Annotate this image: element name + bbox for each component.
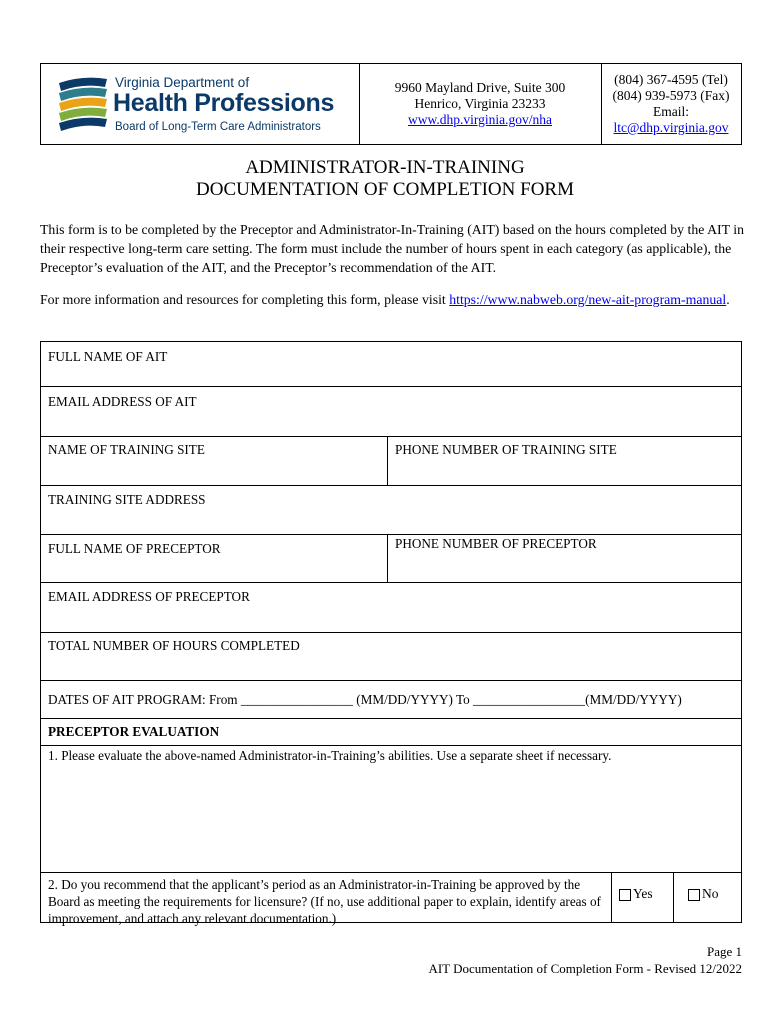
no-checkbox[interactable] [688, 889, 700, 901]
full-name-ait-field[interactable] [41, 342, 741, 387]
fax-number: (804) 939-5973 (Fax) [612, 88, 730, 103]
divider [387, 535, 388, 582]
preceptor-email-field[interactable] [41, 583, 741, 633]
revision-text: AIT Documentation of Completion Form - Revised 12/2022 [428, 961, 742, 976]
email-label: Email: [653, 104, 689, 119]
evaluation-q2: 2. Do you recommend that the applicant’s period as an Administrator-in-Training be approved by the Board as meeting the requirements for licensure? (If no, use additional paper to explain, identify areas of improvement, and attach any relevant documentation.) [48, 877, 601, 926]
tel-number: (804) 367-4595 (Tel) [614, 72, 728, 87]
evaluation-section[interactable] [41, 719, 741, 873]
training-site-phone-label: PHONE NUMBER OF TRAINING SITE [395, 442, 617, 457]
more-info-text: For more information and resources for completing this form, please visit [40, 292, 450, 307]
letterhead [40, 63, 742, 145]
preceptor-email-label: EMAIL ADDRESS OF PRECEPTOR [48, 589, 250, 604]
title-line2: DOCUMENTATION OF COMPLETION FORM [196, 179, 574, 200]
divider [387, 437, 388, 485]
email-link[interactable]: ltc@dhp.virginia.gov [613, 120, 729, 135]
divider [673, 873, 674, 922]
website-link[interactable]: www.dhp.virginia.gov/nha [408, 112, 552, 127]
dates-label: DATES OF AIT PROGRAM: From _________________ (MM/DD/YYYY) To _________________(MM/DD/YYYY) [48, 692, 682, 707]
dhp-logo-icon [55, 73, 111, 137]
logo-cell [41, 64, 360, 144]
total-hours-field[interactable] [41, 633, 741, 681]
intro-paragraph: This form is to be completed by the Preceptor and Administrator-In-Training (AIT) based on the hours completed by the AIT in their respective long-term care setting. The form must include the number of hours spent in each category (as applicable), the Preceptor’s evaluation of the AIT, and the Preceptor’s recommendation of the AIT. [40, 222, 744, 275]
address-cell [359, 64, 602, 144]
total-hours-label: TOTAL NUMBER OF HOURS COMPLETED [48, 638, 300, 653]
logo-line1: Virginia Department of [115, 75, 250, 90]
logo-line3: Board of Long-Term Care Administrators [115, 121, 321, 133]
full-name-ait-label: FULL NAME OF AIT [48, 349, 168, 364]
contact-cell [601, 64, 741, 144]
training-site-name-label: NAME OF TRAINING SITE [48, 442, 205, 457]
dates-field[interactable] [41, 681, 741, 719]
no-label: No [702, 886, 719, 901]
divider [40, 745, 742, 746]
training-site-row [41, 437, 741, 486]
logo-line2: Health Professions [113, 89, 335, 117]
more-info-paragraph [40, 290, 744, 309]
preceptor-row [41, 535, 741, 583]
more-info-trail: . [726, 292, 730, 307]
training-site-address-field[interactable] [41, 486, 741, 535]
address-line2: Henrico, Virginia 23233 [414, 96, 546, 111]
nab-manual-link[interactable]: https://www.nabweb.org/new-ait-program-manual [449, 292, 727, 307]
no-option[interactable] [688, 886, 719, 902]
email-ait-field[interactable] [41, 387, 741, 437]
email-ait-label: EMAIL ADDRESS OF AIT [48, 394, 197, 409]
evaluation-q1: 1. Please evaluate the above-named Administrator-in-Training’s abilities. Use a separate sheet if necessary. [48, 748, 612, 763]
page-footer [428, 943, 742, 977]
ait-form-table [40, 341, 742, 926]
title-line1: ADMINISTRATOR-IN-TRAINING [245, 157, 525, 178]
divider [611, 873, 612, 922]
yes-checkbox[interactable] [619, 889, 631, 901]
preceptor-name-label: FULL NAME OF PRECEPTOR [48, 541, 221, 556]
evaluation-heading: PRECEPTOR EVALUATION [48, 724, 220, 739]
yes-label: Yes [633, 886, 653, 901]
yes-option[interactable] [619, 886, 653, 902]
preceptor-phone-label: PHONE NUMBER OF PRECEPTOR [395, 536, 597, 551]
form-title [0, 157, 770, 201]
training-site-address-label: TRAINING SITE ADDRESS [48, 492, 206, 507]
page-number: Page 1 [706, 944, 742, 959]
address-line1: 9960 Mayland Drive, Suite 300 [394, 80, 566, 95]
recommendation-row [41, 873, 741, 926]
